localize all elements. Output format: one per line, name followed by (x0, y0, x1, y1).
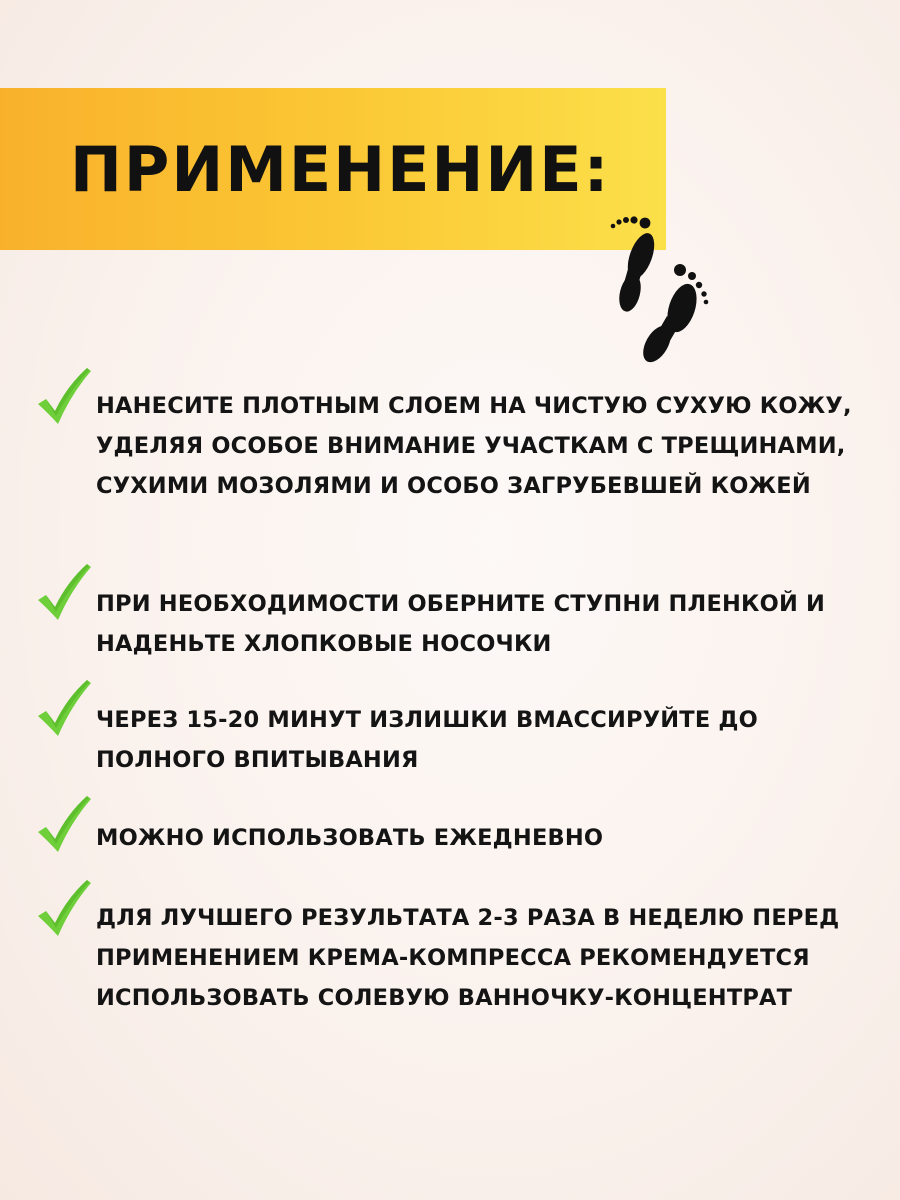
check-icon (34, 876, 92, 938)
instruction-text: НАНЕСИТЕ ПЛОТНЫМ СЛОЕМ НА ЧИСТУЮ СУХУЮ КОЖУ, УДЕЛЯЯ ОСОБОЕ ВНИМАНИЕ УЧАСТКАМ С ТРЕЩИНАМИ, СУХИМИ МОЗОЛЯМИ И ОСОБО ЗАГРУБЕВШЕЙ КОЖЕЙ (96, 393, 852, 499)
check-icon (34, 560, 92, 622)
instruction-text: ДЛЯ ЛУЧШЕГО РЕЗУЛЬТАТА 2-3 РАЗА В НЕДЕЛЮ ПЕРЕД ПРИМЕНЕНИЕМ КРЕМА-КОМПРЕССА РЕКОМЕНДУЕТСЯ ИСПОЛЬЗОВАТЬ СОЛЕВУЮ ВАННОЧКУ-КОНЦЕНТРАТ (96, 905, 840, 1011)
check-icon (34, 792, 92, 854)
check-icon (34, 676, 92, 738)
footprints-icon (600, 206, 720, 372)
page-title: ПРИМЕНЕНИЕ: (70, 133, 611, 206)
instruction-text: ПРИ НЕОБХОДИМОСТИ ОБЕРНИТЕ СТУПНИ ПЛЕНКОЙ И НАДЕНЬТЕ ХЛОПКОВЫЕ НОСОЧКИ (96, 591, 826, 657)
check-icon (34, 364, 92, 426)
instruction-text: МОЖНО ИСПОЛЬЗОВАТЬ ЕЖЕДНЕВНО (96, 825, 604, 851)
instruction-text: ЧЕРЕЗ 15-20 МИНУТ ИЗЛИШКИ ВМАССИРУЙТЕ ДО ПОЛНОГО ВПИТЫВАНИЯ (96, 707, 758, 773)
